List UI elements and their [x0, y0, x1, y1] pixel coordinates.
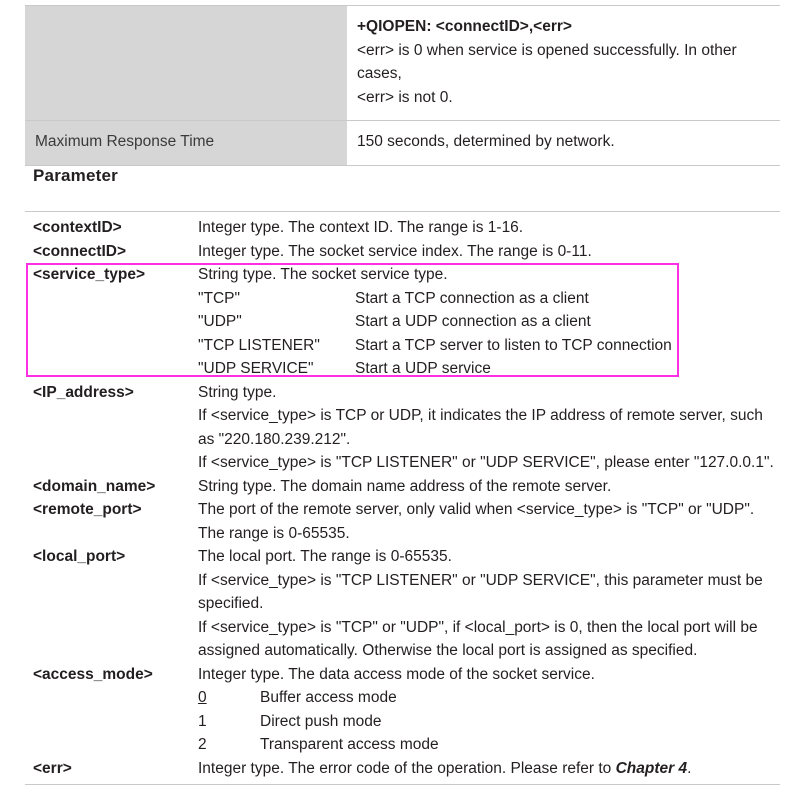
service-type-enum-list — [198, 287, 778, 381]
param-name: <contextID> — [33, 219, 122, 236]
param-name: <err> — [33, 759, 72, 777]
param-description — [198, 475, 780, 499]
table-row — [25, 545, 780, 663]
param-desc-text: Integer type. The error code of the operation. Please refer to — [198, 759, 616, 777]
list-item — [198, 357, 778, 381]
max-response-time-label: Maximum Response Time — [25, 121, 347, 166]
param-description — [198, 663, 780, 757]
enum-value: Start a TCP server to listen to TCP connection — [355, 336, 672, 354]
table-row-service-type — [25, 263, 780, 381]
param-name: <access_mode> — [33, 665, 153, 683]
enum-key: 1 — [198, 712, 207, 730]
param-desc-line: If <service_type> is "TCP LISTENER" or "UDP SERVICE", this parameter must be specified. — [198, 571, 763, 612]
param-description — [198, 545, 780, 663]
param-description — [198, 240, 780, 264]
param-description — [198, 381, 780, 475]
enum-key: 2 — [198, 736, 207, 753]
parameter-section — [25, 211, 780, 785]
param-desc-line: If <service_type> is "TCP" or "UDP", if <local_port> is 0, then the local port will be assigned automatically. Otherwise the local port is assigned as specified. — [198, 618, 758, 659]
enum-key: "TCP LISTENER" — [198, 336, 320, 354]
table-row — [25, 757, 780, 785]
param-desc-line: Integer type. The context ID. The range is 1-16. — [198, 219, 524, 236]
param-desc-line: String type. — [198, 383, 277, 401]
list-item — [198, 733, 778, 757]
enum-value: Direct push mode — [260, 712, 382, 730]
param-desc-line — [198, 757, 778, 781]
table-row — [25, 475, 780, 499]
param-description — [198, 263, 780, 381]
param-name: <local_port> — [33, 548, 126, 565]
max-response-time-value — [347, 121, 780, 166]
table-row — [25, 381, 780, 475]
param-desc-tail: . — [687, 759, 692, 777]
enum-key: "TCP" — [198, 289, 241, 307]
param-description — [198, 757, 780, 785]
param-desc-line: Integer type. The data access mode of the socket service. — [198, 665, 595, 683]
response-row-value — [347, 6, 780, 121]
enum-key: "UDP" — [198, 313, 242, 330]
param-desc-line: If <service_type> is "TCP LISTENER" or "UDP SERVICE", please enter "127.0.0.1". — [198, 454, 774, 471]
table-row — [25, 663, 780, 757]
table-row — [25, 240, 780, 264]
param-name: <connectID> — [33, 242, 127, 260]
table-row — [25, 121, 780, 166]
list-item — [198, 310, 778, 334]
param-name: <remote_port> — [33, 501, 142, 518]
response-note-line-1: <err> is 0 when service is opened successfully. In other cases, — [357, 41, 737, 82]
parameter-table — [25, 211, 780, 785]
enum-value: Start a TCP connection as a client — [355, 289, 589, 307]
response-note-line-2: <err> is not 0. — [357, 88, 453, 106]
enum-value: Transparent access mode — [260, 736, 439, 753]
list-item — [198, 334, 778, 358]
param-desc-line: Integer type. The socket service index. The range is 0-11. — [198, 242, 592, 260]
table-row — [25, 6, 780, 121]
chapter-reference-link[interactable]: Chapter 4 — [615, 759, 688, 777]
parameter-table-body — [25, 212, 780, 785]
param-desc-line: The local port. The range is 0-65535. — [198, 548, 452, 565]
param-desc-line: String type. The domain name address of the remote server. — [198, 477, 612, 495]
response-urc-line: +QIOPEN: <connectID>,<err> — [357, 18, 572, 35]
param-description — [198, 212, 780, 240]
param-name: <IP_address> — [33, 383, 134, 401]
enum-key-default: 0 — [198, 689, 207, 706]
access-mode-enum-list — [198, 686, 778, 757]
list-item — [198, 710, 778, 734]
response-table — [25, 5, 780, 166]
enum-value: Start a UDP service — [355, 360, 491, 377]
table-row — [25, 212, 780, 240]
param-desc-line: If <service_type> is TCP or UDP, it indicates the IP address of remote server, such as "220.180.239.212". — [198, 407, 763, 448]
param-name: <domain_name> — [33, 477, 156, 495]
list-item — [198, 686, 778, 710]
response-row-label — [25, 6, 347, 121]
param-name: <service_type> — [33, 266, 146, 283]
enum-value: Buffer access mode — [260, 689, 397, 706]
max-response-time-text: 150 seconds, determined by network. — [357, 133, 615, 150]
param-desc-line: The port of the remote server, only valid when <service_type> is "TCP" or "UDP". The range is 0-65535. — [198, 501, 755, 542]
table-row — [25, 498, 780, 545]
enum-value: Start a UDP connection as a client — [355, 313, 591, 330]
param-description — [198, 498, 780, 545]
page-title: Parameter — [33, 166, 118, 185]
enum-key: "UDP SERVICE" — [198, 360, 314, 377]
response-table-body — [25, 6, 780, 166]
param-desc-line: String type. The socket service type. — [198, 266, 448, 283]
list-item — [198, 287, 778, 311]
